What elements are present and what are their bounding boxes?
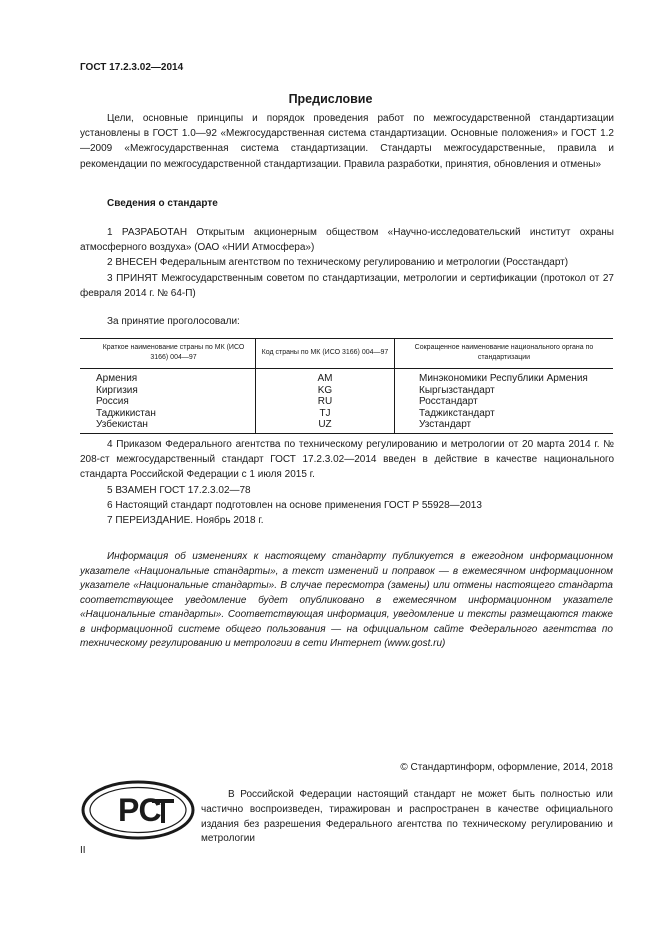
cell-code: RU [256,396,395,408]
table-row [80,419,613,433]
table-row [80,408,613,420]
info-item-7: 7 ПЕРЕИЗДАНИЕ. Ноябрь 2018 г. [107,515,264,527]
cell-code: UZ [256,419,395,433]
standard-info-items-continued [80,437,614,528]
document-code: ГОСТ 17.2.3.02—2014 [80,62,184,73]
changes-notice [80,550,613,652]
page-number: II [80,845,86,856]
cell-code: AM [256,369,395,385]
cell-country: Узбекистан [80,419,256,433]
foreword-title: Предисловие [288,92,373,106]
table-row [80,369,613,385]
cell-code: KG [256,385,395,397]
header-country: Краткое наименование страны по МК (ИСО 3166) 004—97 [80,339,256,369]
cell-body: Кыргызстандарт [395,385,614,397]
member-states-table [80,338,613,434]
voted-intro [80,314,614,329]
table-row [80,385,613,397]
info-item-1: 1 РАЗРАБОТАН Открытым акционерным обществом «Научно-исследовательский институт охраны атмосферного воздуха» (ОАО «НИИ Атмосфера») [80,227,614,254]
changes-notice-text: Информация об изменениях к настоящему стандарту публикуется в ежегодном информационном указателе «Национальные стандарты», а текст изменений и поправок — в ежемесячном информационном указателе «Национальные стандарты». В случае пересмотра (замены) или отмены настоящего стандарта соответствующее уведомление будет опубликовано в ежемесячном информационном указателе «Национальные стандарты». Соответствующая информация, уведомление и тексты размещаются также в информационной системе общего пользования — на официальном сайте Федерального агентства по техническому регулированию и метрологии в сети Интернет (www.gost.ru) [80,551,613,649]
foreword-body [80,111,614,172]
standard-info-title: Сведения о стандарте [107,198,218,209]
info-item-2: 2 ВНЕСЕН Федеральным агентством по техническому регулированию и метрологии (Росстандарт) [107,257,569,269]
cell-body: Таджикстандарт [395,408,614,420]
cell-country: Таджикистан [96,407,156,419]
cell-body: Росстандарт [395,396,614,408]
reproduction-rights-text: В Российской Федерации настоящий стандарт не может быть полностью или частично воспроизведен, тиражирован и распространен в качестве официального издания без разрешения Федерального агентства по техническому регулированию и метрологии [201,789,613,845]
header-code: Код страны по МК (ИСО 3166) 004—97 [256,339,395,369]
cell-country: Армения [96,373,138,384]
info-item-3: 3 ПРИНЯТ Межгосударственным советом по стандартизации, метрологии и сертификации (протокол от 27 февраля 2014 г. № 64-П) [80,272,614,299]
header-standards-body: Сокращенное наименование национального органа по стандартизации [395,339,614,369]
logo-lettering: РС [118,792,162,828]
info-item-4: 4 Приказом Федерального агентства по техническому регулированию и метрологии от 20 марта 2014 г. № 208-ст межгосударственный стандарт ГОСТ 17.2.3.02—2014 введен в действие в качестве национального стандарта Российской Федерации с 1 июля 2015 г. [80,439,614,481]
voted-intro-text: За принятие проголосовали: [107,316,240,327]
info-item-6: 6 Настоящий стандарт подготовлен на основе применения ГОСТ Р 55928—2013 [107,499,482,511]
cell-body: Узстандарт [395,419,614,433]
table-row [80,396,613,408]
copyright-line: © Стандартинформ, оформление, 2014, 2018 [400,762,613,773]
reproduction-rights [201,788,613,847]
cell-country: Россия [96,396,129,407]
info-item-5: 5 ВЗАМЕН ГОСТ 17.2.3.02—78 [107,484,251,496]
standard-info-items [80,225,614,301]
cell-body: Минэкономики Республики Армения [395,369,614,385]
foreword-paragraph: Цели, основные принципы и порядок проведения работ по межгосударственной стандартизации установлены в ГОСТ 1.0—92 «Межгосударственная система стандартизации. Основные положения» и ГОСТ 1.2—2009 «Межгосударственная система стандартизации. Стандарты межгосударственные, правила и рекомендации по межгосударственной стандартизации. Правила разработки, принятия, обновления и отмены» [80,113,614,170]
rst-logo [80,779,196,841]
cell-country: Киргизия [96,384,138,396]
table-header-row [80,339,613,369]
rst-logo-icon [80,779,196,841]
cell-code: TJ [256,408,395,420]
